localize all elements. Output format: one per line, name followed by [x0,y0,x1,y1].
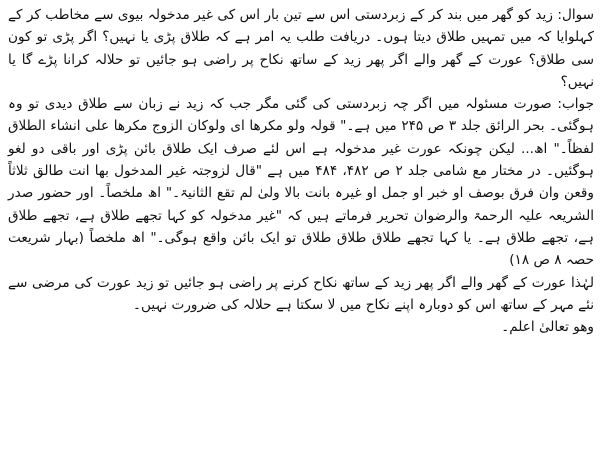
fatwa-page [8,4,594,456]
answer-text: صورت مسئولہ میں اگر چہ زبردستی کی گئی مگر جب کہ زید نے زبان سے طلاق دیدی تو وہ ہوگئی۔ بحر الرائق جلد ۳ ص ۲۴۵ میں ہے۔" قولہ ولو مکرھا ای ولوکان الزوج مکرھا علی انشاء الطلاق لفظاً۔" اھ... لیکن چونکہ عورت غیر مدخولہ ہے اس لئے صرف ایک طلاق بائن پڑی اور باقی دو لغو ہوگئیں۔ در مختار مع شامی جلد ۲ ص ۴۸۲، ۴۸۴ میں ہے "قال لزوجتہ غیر المدخول بھا انت طالق ثلاثاً وقعن وان فرق بوصف او خبر او جمل او غیرہ بانت بالا ولیٰ لم تقع الثانیۃ۔" اھ ملخصاً۔ اور حضور صدر الشریعہ علیہ الرحمۃ والرضوان تحریر فرماتے ہیں کہ "غیر مدخولہ کو کہا تجھے طلاق ہے، تجھے طلاق ہے، تجھے طلاق ہے۔ یا کہا تجھے طلاق طلاق طلاق تو ایک بائن واقع ہوگی۔" اھ ملخصاً (بہار شریعت حصہ ۸ ص ۱۸) [8,96,595,269]
answer-paragraph [8,93,594,271]
question-label: سوال: [557,7,595,23]
question-paragraph [8,4,594,93]
closing-line: وھو تعالیٰ اعلم۔ [501,319,594,336]
question-text: زید کو گھر میں بند کر کے زبردستی اس سے تین بار اس کی غیر مدخولہ بیوی سے مخاطب کر کے کہلوایا کہ میں تمہیں طلاق دیتا ہوں۔ دریافت طلب یہ امر ہے کہ طلاق پڑی یا نہیں؟ اگر پڑی تو کون سی طلاق؟ عورت کے گھر والے اگر پھر زید کے ساتھ نکاح پر راضی ہو جائیں تو حلالہ کرانا پڑے گا یا نہیں؟ [8,7,594,90]
answer-label: جواب: [557,96,594,113]
conclusion-paragraph: لہٰذا عورت کے گھر والے اگر پھر زید کے ساتھ نکاح کرنے پر راضی ہو جائیں تو زید عورت کی مرضی سے نئے مہر کے ساتھ اس کو دوبارہ اپنے نکاح میں لا سکتا ہے حلالہ کی ضرورت نہیں۔ [8,274,594,313]
